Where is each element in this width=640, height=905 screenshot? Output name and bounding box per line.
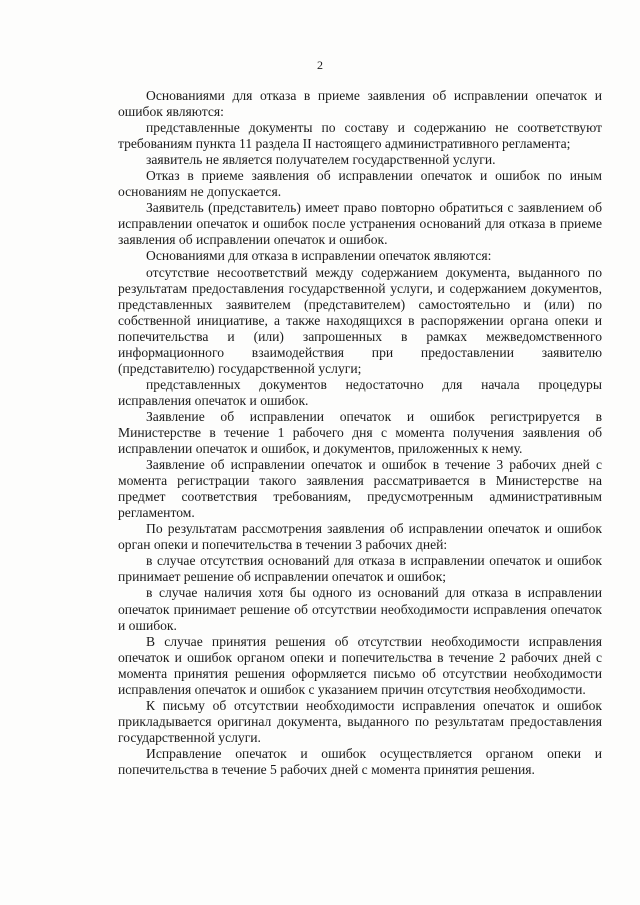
paragraph: в случае наличия хотя бы одного из оснований для отказа в исправлении опечаток принимает решение об отсутствии необходимости исправления опечаток и ошибок. xyxy=(118,585,602,633)
paragraph: Заявитель (представитель) имеет право повторно обратиться с заявлением об исправлении опечаток и ошибок после устранения оснований для отказа в приеме заявления об исправлении опечаток и ошибок. xyxy=(118,200,602,248)
document-body xyxy=(118,88,602,778)
paragraph: представленных документов недостаточно для начала процедуры исправления опечаток и ошибок. xyxy=(118,376,602,408)
paragraph: К письму об отсутствии необходимости исправления опечаток и ошибок прикладывается оригинал документа, выданного по результатам предоставления государственной услуги. xyxy=(118,697,602,745)
paragraph: Заявление об исправлении опечаток и ошибок регистрируется в Министерстве в течение 1 рабочего дня с момента получения заявления об исправлении опечаток и ошибок, и документов, приложенных к нему. xyxy=(118,408,602,457)
paragraph: Отказ в приеме заявления об исправлении опечаток и ошибок по иным основаниям не допускается. xyxy=(118,168,602,200)
paragraph: Основаниями для отказа в приеме заявления об исправлении опечаток и ошибок являются: xyxy=(118,88,602,120)
paragraph: Исправление опечаток и ошибок осуществляется органом опеки и попечительства в течение 5 рабочих дней с момента принятия решения. xyxy=(118,745,602,777)
paragraph: Основаниями для отказа в исправлении опечаток являются: xyxy=(146,248,492,264)
paragraph: в случае отсутствия оснований для отказа в исправлении опечаток и ошибок принимает решение об исправлении опечаток и ошибок; xyxy=(118,553,602,585)
paragraph: представленные документы по составу и содержанию не соответствуют требованиям пункта 11 раздела II настоящего административного регламента; xyxy=(118,120,602,152)
paragraph: отсутствие несоответствий между содержанием документа, выданного по результатам предоставления государственной услуги, и содержанием документов, представленных заявителем (представителем) самостоятельно и (или) по собственной инициативе, а также находящихся в распоряжении органа опеки и попечительства и (или) запрошенных в рамках межведомственного информационного взаимодействия при предоставлении заявителю (представителю) государственной услуги; xyxy=(118,264,602,376)
paragraph: В случае принятия решения об отсутствии необходимости исправления опечаток и ошибок органом опеки и попечительства в течение 2 рабочих дней с момента принятия решения оформляется письмо об отсутствии необходимости исправления опечаток и ошибок с указанием причин отсутствия необходимости. xyxy=(118,633,602,697)
page-number: 2 xyxy=(317,58,323,72)
paragraph: По результатам рассмотрения заявления об исправлении опечаток и ошибок орган опеки и попечительства в течении 3 рабочих дней: xyxy=(118,521,602,553)
paragraph: Заявление об исправлении опечаток и ошибок в течение 3 рабочих дней с момента регистрации такого заявления рассматривается в Министерстве на предмет соответствия требованиям, предусмотренным административным регламентом. xyxy=(118,457,602,521)
paragraph: заявитель не является получателем государственной услуги. xyxy=(146,152,496,168)
